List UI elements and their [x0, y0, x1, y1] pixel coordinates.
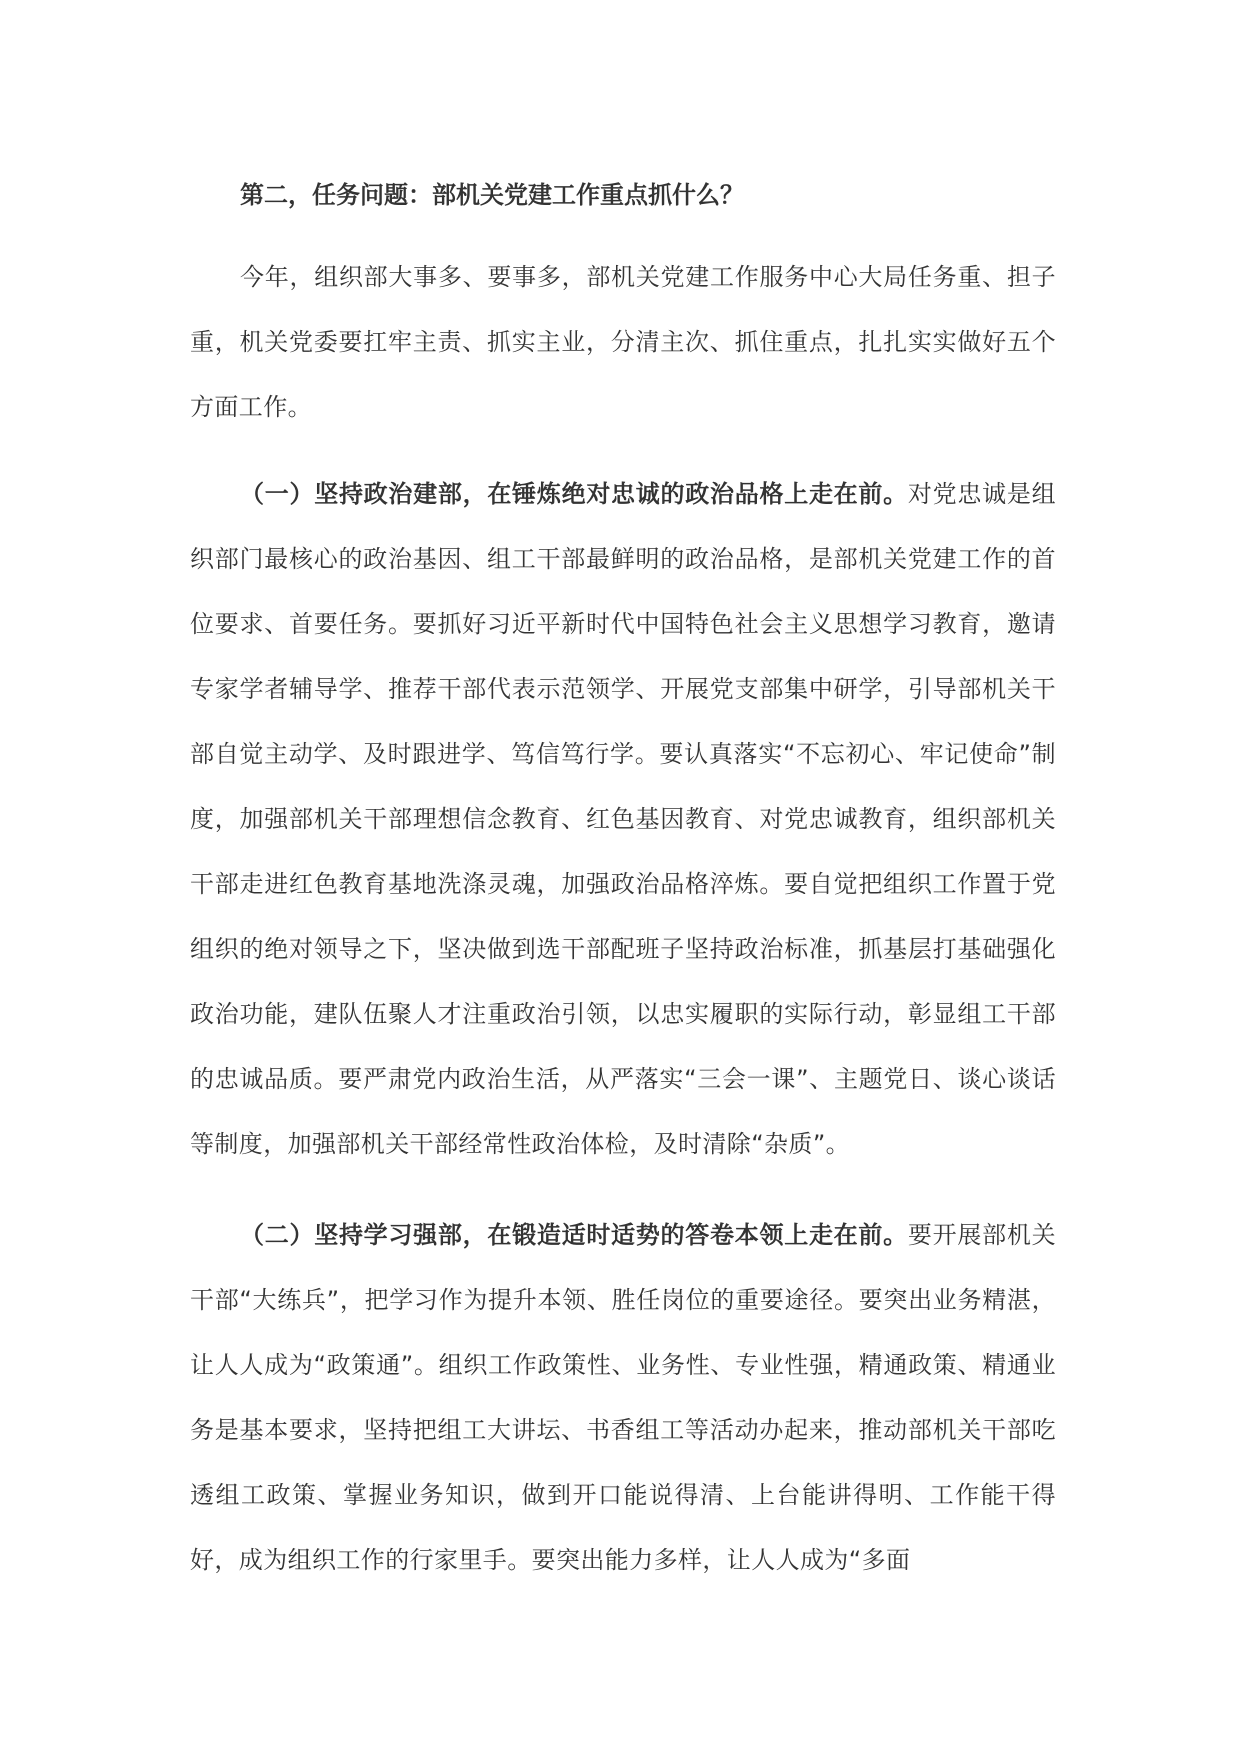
paragraph-lead: （一）坚持政治建部，在锤炼绝对忠诚的政治品格上走在前。 — [240, 480, 908, 508]
paragraph-lead: （二）坚持学习强部，在锻造适时适势的答卷本领上走在前。 — [240, 1221, 908, 1249]
paragraph-body: 对党忠诚是组织部门最核心的政治基因、组工干部最鲜明的政治品格，是部机关党建工作的首位要求、首要任务。要抓好习近平新时代中国特色社会主义思想学习教育，邀请专家学者辅导学、推荐干部代表示范领学、开展党支部集中研学，引导部机关干部自觉主动学、及时跟进学、笃信笃行学。要认真落实“不忘初心、牢记使命”制度，加强部机关干部理想信念教育、红色基因教育、对党忠诚教育，组织部机关干部走进红色教育基地洗涤灵魂，加强政治品格淬炼。要自觉把组织工作置于党组织的绝对领导之下，坚决做到选干部配班子坚持政治标准，抓基层打基础强化政治功能，建队伍聚人才注重政治引领，以忠实履职的实际行动，彰显组工干部的忠诚品质。要严肃党内政治生活，从严落实“三会一课”、主题党日、谈心谈话等制度，加强部机关干部经常性政治体检，及时清除“杂质”。 — [190, 480, 1056, 1158]
paragraph-political-building — [190, 462, 1056, 1177]
paragraph-learning-building — [190, 1203, 1056, 1593]
paragraph-body: 要开展部机关干部“大练兵”，把学习作为提升本领、胜任岗位的重要途径。要突出业务精湛，让人人成为“政策通”。组织工作政策性、业务性、专业性强，精通政策、精通业务是基本要求，坚持把组工大讲坛、书香组工等活动办起来，推动部机关干部吃透组工政策、掌握业务知识，做到开口能说得清、上台能讲得明、工作能干得好，成为组织工作的行家里手。要突出能力多样，让人人成为“多面 — [190, 1221, 1056, 1574]
paragraph-intro — [190, 245, 1056, 440]
section-heading: 第二，任务问题：部机关党建工作重点抓什么？ — [240, 181, 744, 209]
paragraph-body: 今年，组织部大事多、要事多，部机关党建工作服务中心大局任务重、担子重，机关党委要扛牢主责、抓实主业，分清主次、抓住重点，扎扎实实做好五个方面工作。 — [190, 263, 1056, 421]
